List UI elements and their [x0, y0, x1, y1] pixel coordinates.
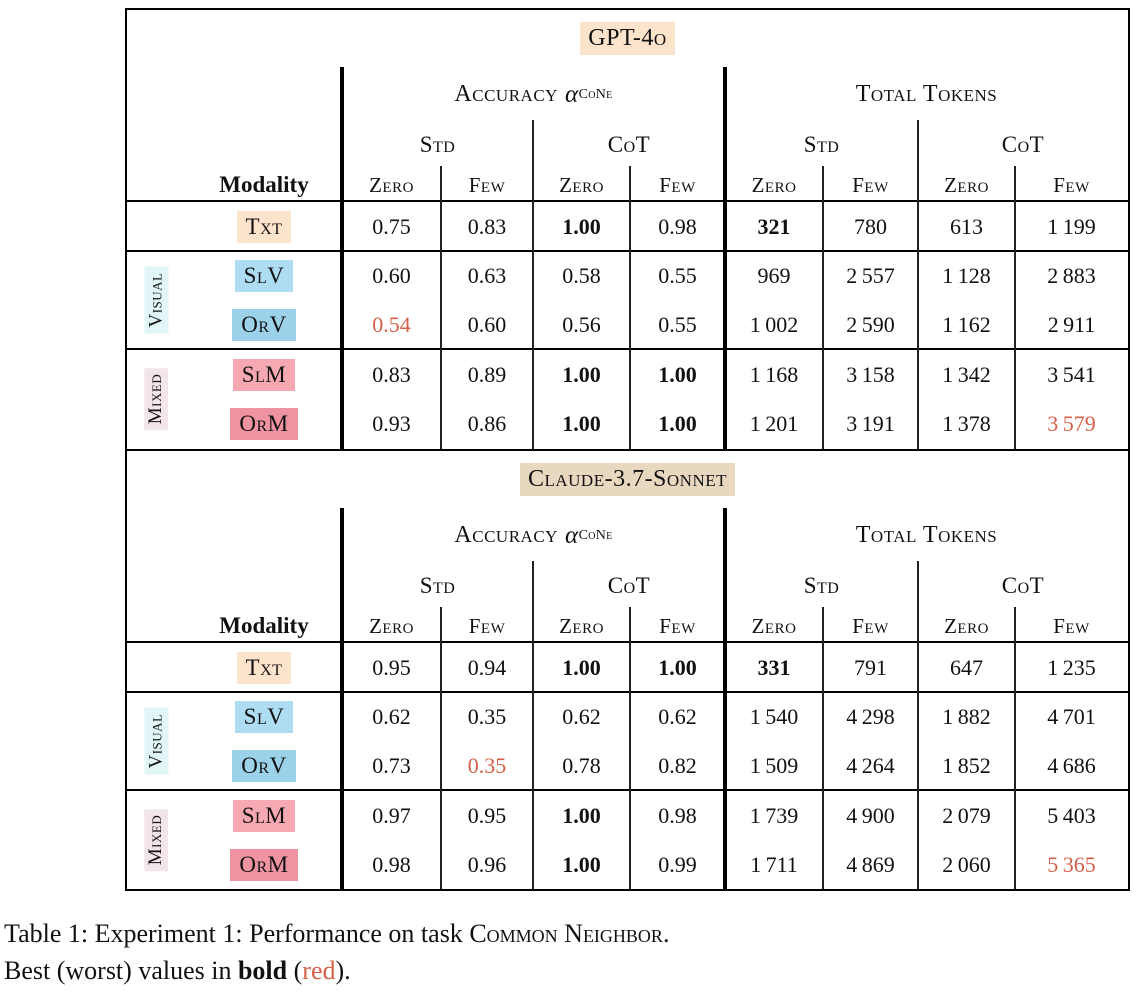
- red-word: red: [302, 956, 336, 985]
- results-table: [125, 8, 1130, 891]
- modality-label-slm: SlM: [233, 359, 296, 391]
- value-cell: 0.63: [467, 263, 507, 288]
- group-mixed: [127, 791, 186, 889]
- table-row-orm: [127, 399, 1128, 448]
- value-cell-best: 1.00: [562, 214, 601, 239]
- value-cell-best: 1.00: [562, 655, 601, 680]
- value-cell-worst: 0.35: [467, 753, 507, 778]
- value-cell: 3 541: [1047, 361, 1096, 387]
- value-cell: 0.95: [372, 655, 411, 680]
- divider: [629, 166, 631, 449]
- table-row-slv: [127, 252, 1128, 300]
- value-cell-best: 1.00: [658, 410, 697, 436]
- value-cell: 1 509: [749, 753, 799, 778]
- header-row-metrics: [127, 508, 1128, 563]
- header-row-metrics: [127, 67, 1128, 122]
- value-cell: 1 540: [749, 704, 799, 729]
- spacer: [127, 508, 342, 563]
- zero-header: Zero: [751, 172, 797, 197]
- accuracy-header: [342, 508, 725, 563]
- task-name: Common Neighbor: [469, 919, 663, 948]
- value-cell: 0.58: [562, 263, 601, 288]
- modality-label-orv: OrV: [232, 750, 295, 782]
- divider: [822, 607, 824, 889]
- std-header: Std: [803, 132, 840, 157]
- group-mixed: [127, 350, 186, 448]
- caption-text: ).: [335, 956, 351, 985]
- divider: [723, 508, 727, 889]
- modality-header: Modality: [219, 613, 309, 638]
- modality-label-slv: SlV: [235, 701, 294, 733]
- value-cell: 0.60: [467, 312, 507, 337]
- divider: [822, 166, 824, 449]
- caption-text: Table 1: Experiment 1: Performance on task: [4, 919, 470, 948]
- table-row-slm: [127, 350, 1128, 399]
- value-cell: 1 199: [1047, 214, 1096, 239]
- cot-header: CoT: [607, 132, 651, 157]
- value-cell: 1 852: [942, 753, 991, 778]
- value-cell: 4 900: [846, 802, 895, 828]
- modality-label-txt: Txt: [237, 652, 292, 684]
- value-cell: 3 191: [846, 410, 895, 436]
- few-header: Few: [1053, 172, 1090, 197]
- value-cell-best: 1.00: [562, 851, 601, 877]
- divider: [127, 250, 1128, 252]
- zero-header: Zero: [559, 172, 604, 197]
- value-cell-worst: 0.54: [372, 312, 411, 337]
- value-cell: 0.98: [658, 214, 697, 239]
- cot-header: CoT: [607, 573, 651, 598]
- value-cell-worst: 3 579: [1047, 410, 1096, 436]
- value-cell: 4 869: [846, 851, 895, 877]
- accuracy-subscript: CoNe: [578, 86, 613, 102]
- header-row-shots: [127, 168, 1128, 202]
- few-header: Few: [659, 172, 696, 197]
- divider: [127, 200, 1128, 202]
- value-cell: 0.93: [372, 410, 411, 436]
- caption-line-1: [4, 915, 1124, 952]
- section-claude: [127, 451, 1128, 889]
- divider: [1014, 607, 1016, 889]
- value-cell: 0.55: [658, 312, 697, 337]
- group-visual: [127, 693, 186, 789]
- table-row-slm: [127, 791, 1128, 840]
- modality-header: Modality: [219, 172, 309, 197]
- few-header: Few: [1053, 613, 1090, 638]
- value-cell: 1 168: [749, 361, 799, 387]
- value-cell: 0.95: [467, 802, 507, 828]
- std-header: Std: [803, 573, 840, 598]
- value-cell: 0.55: [658, 263, 697, 288]
- value-cell: 5 403: [1047, 802, 1096, 828]
- section-title-row: [127, 10, 1128, 67]
- value-cell: 4 701: [1047, 704, 1096, 729]
- alpha-symbol: α: [564, 521, 579, 549]
- value-cell: 2 557: [846, 263, 895, 288]
- section-title-row: [127, 451, 1128, 508]
- table-row-orv: [127, 300, 1128, 350]
- value-cell: 0.82: [658, 753, 697, 778]
- value-cell: 2 590: [846, 312, 895, 337]
- value-cell-best: 1.00: [562, 802, 601, 828]
- zero-header: Zero: [369, 172, 414, 197]
- bold-word: bold: [237, 956, 288, 985]
- divider: [629, 607, 631, 889]
- spacer: [127, 168, 186, 202]
- value-cell: 780: [854, 214, 887, 239]
- spacer: [127, 643, 186, 693]
- value-cell: 2 883: [1047, 263, 1096, 288]
- value-cell: 0.83: [467, 214, 507, 239]
- value-cell: 2 079: [942, 802, 991, 828]
- caption-line-2: [4, 952, 1124, 989]
- divider: [1014, 166, 1016, 449]
- modality-label-slm: SlM: [233, 800, 296, 832]
- table-row-orv: [127, 741, 1128, 791]
- value-cell: 0.96: [467, 851, 507, 877]
- value-cell-best: 1.00: [562, 361, 601, 387]
- value-cell: 0.62: [658, 704, 697, 729]
- group-label-mixed: Mixed: [145, 809, 169, 871]
- section-gpt4o: [127, 10, 1128, 451]
- few-header: Few: [852, 613, 889, 638]
- caption-text: Best (worst) values in: [4, 956, 238, 985]
- spacer: [127, 202, 186, 252]
- divider: [532, 120, 534, 449]
- value-cell: 1 235: [1047, 655, 1096, 680]
- value-cell: 0.94: [467, 655, 507, 680]
- value-cell: 0.56: [562, 312, 601, 337]
- table-row-orm: [127, 840, 1128, 889]
- divider: [127, 641, 1128, 643]
- cot-header: CoT: [1001, 573, 1045, 598]
- value-cell: 2 060: [942, 851, 991, 877]
- value-cell: 1 378: [942, 410, 991, 436]
- zero-header: Zero: [369, 613, 414, 638]
- value-cell-best: 321: [757, 214, 791, 239]
- value-cell: 0.83: [372, 361, 411, 387]
- value-cell: 0.75: [372, 214, 411, 239]
- table-row-slv: [127, 693, 1128, 741]
- group-visual: [127, 252, 186, 348]
- std-header: Std: [419, 573, 456, 598]
- value-cell: 0.35: [467, 704, 507, 729]
- few-header: Few: [468, 613, 506, 638]
- model-title-gpt4o: GPT-4o: [580, 22, 674, 55]
- group-label-mixed: Mixed: [145, 368, 169, 430]
- divider: [127, 348, 1128, 350]
- value-cell: 0.97: [372, 802, 411, 828]
- value-cell: 791: [854, 655, 887, 680]
- divider: [440, 166, 442, 449]
- spacer: [127, 122, 342, 168]
- value-cell: 2 911: [1047, 312, 1096, 337]
- value-cell: 1 201: [749, 410, 799, 436]
- table-row-txt: [127, 643, 1128, 693]
- accuracy-label: Accuracy: [454, 81, 558, 107]
- std-header: Std: [419, 132, 456, 157]
- total-tokens-header: Total Tokens: [855, 81, 998, 107]
- modality-label-orm: OrM: [230, 849, 297, 881]
- header-row-shots: [127, 609, 1128, 643]
- value-cell: 1 711: [750, 851, 798, 877]
- divider: [723, 67, 727, 449]
- few-header: Few: [852, 172, 889, 197]
- model-title-claude: Claude-3.7-Sonnet: [520, 463, 735, 496]
- value-cell-best: 1.00: [658, 361, 697, 387]
- divider: [917, 120, 919, 449]
- zero-header: Zero: [559, 613, 604, 638]
- value-cell: 1 739: [749, 802, 799, 828]
- accuracy-subscript: CoNe: [578, 527, 613, 543]
- zero-header: Zero: [944, 172, 989, 197]
- zero-header: Zero: [944, 613, 989, 638]
- caption-text: .: [662, 919, 670, 948]
- few-header: Few: [468, 172, 506, 197]
- value-cell: 4 686: [1047, 753, 1096, 778]
- table-caption: [4, 915, 1124, 989]
- value-cell: 969: [757, 263, 791, 288]
- value-cell: 0.73: [372, 753, 411, 778]
- alpha-symbol: α: [564, 80, 579, 108]
- divider: [340, 508, 344, 889]
- divider: [917, 561, 919, 889]
- value-cell-best: 1.00: [658, 655, 697, 680]
- modality-label-txt: Txt: [237, 211, 292, 243]
- value-cell: 1 882: [942, 704, 991, 729]
- value-cell: 0.98: [372, 851, 411, 877]
- value-cell: 613: [950, 214, 983, 239]
- table-row-txt: [127, 202, 1128, 252]
- value-cell: 0.86: [467, 410, 507, 436]
- group-label-visual: Visual: [145, 267, 169, 334]
- spacer: [127, 609, 186, 643]
- value-cell: 4 264: [846, 753, 895, 778]
- value-cell: 1 342: [942, 361, 991, 387]
- spacer: [127, 563, 342, 609]
- divider: [532, 561, 534, 889]
- modality-label-slv: SlV: [235, 260, 294, 292]
- group-label-visual: Visual: [145, 708, 169, 775]
- value-cell: 0.89: [467, 361, 507, 387]
- value-cell: 0.60: [372, 263, 411, 288]
- value-cell: 0.98: [658, 802, 697, 828]
- value-cell: 3 158: [846, 361, 895, 387]
- value-cell: 0.62: [562, 704, 601, 729]
- value-cell-best: 1.00: [562, 410, 601, 436]
- value-cell: 1 002: [749, 312, 799, 337]
- value-cell-worst: 5 365: [1047, 851, 1096, 877]
- divider: [440, 607, 442, 889]
- header-row-prompting: [127, 563, 1128, 609]
- modality-label-orv: OrV: [232, 309, 295, 341]
- header-row-prompting: [127, 122, 1128, 168]
- value-cell: 647: [950, 655, 983, 680]
- caption-text: (: [287, 956, 303, 985]
- divider: [127, 789, 1128, 791]
- accuracy-label: Accuracy: [454, 522, 558, 548]
- accuracy-header: [342, 67, 725, 122]
- divider: [127, 691, 1128, 693]
- few-header: Few: [659, 613, 696, 638]
- total-tokens-header: Total Tokens: [855, 522, 998, 548]
- value-cell: 4 298: [846, 704, 895, 729]
- value-cell: 1 162: [942, 312, 991, 337]
- divider: [340, 67, 344, 449]
- modality-label-orm: OrM: [230, 408, 297, 440]
- value-cell-best: 331: [757, 655, 791, 680]
- zero-header: Zero: [751, 613, 797, 638]
- value-cell: 0.99: [658, 851, 697, 877]
- value-cell: 0.62: [372, 704, 411, 729]
- value-cell: 0.78: [562, 753, 601, 778]
- value-cell: 1 128: [942, 263, 991, 288]
- cot-header: CoT: [1001, 132, 1045, 157]
- spacer: [127, 67, 342, 122]
